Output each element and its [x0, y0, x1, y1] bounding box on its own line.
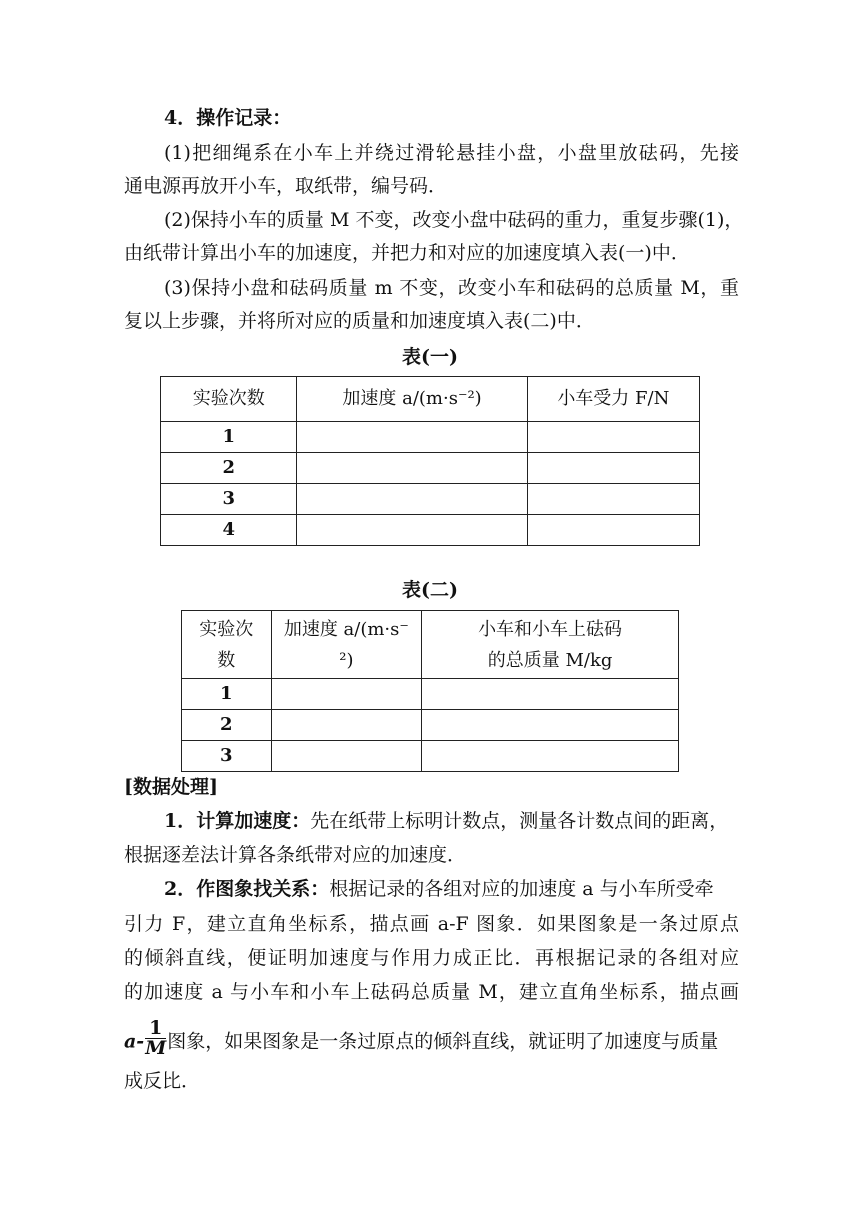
table1-header-accel: 加速度 a/(m·s⁻²): [297, 377, 527, 422]
item2-line6: 成反比．: [124, 1070, 201, 1092]
item2-line3: 的倾斜直线，便证明加速度与作用力成正比．再根据记录的各组对应: [124, 947, 739, 969]
table2-row-num: 1: [182, 679, 272, 710]
table1-row-num: 3: [161, 484, 297, 515]
table2-row-num: 2: [182, 710, 272, 741]
item2-line4: 的加速度 a 与小车和小车上砝码总质量 M，建立直角坐标系，描点画: [124, 981, 739, 1003]
table2-header-mass: 小车和小车上砝码 的总质量 M/kg: [422, 611, 679, 679]
fraction-prefix: a-: [124, 1030, 145, 1053]
table1-row-num: 1: [161, 422, 297, 453]
fraction: $\frac{1}{M}$: [145, 1017, 167, 1059]
step3-line1: (3)保持小盘和砝码质量 m 不变，改变小车和砝码的总质量 M，重: [164, 277, 739, 299]
item1-line1: 1．计算加速度：先在纸带上标明计数点，测量各计数点间的距离，: [164, 810, 729, 832]
table1-caption: 表(一): [402, 346, 458, 368]
step1-line1: (1)把细绳系在小车上并绕过滑轮悬挂小盘，小盘里放砝码，先接: [164, 142, 739, 164]
table2-header-trial: 实验次 数: [182, 611, 272, 679]
section-heading: 4．操作记录：: [164, 107, 292, 129]
step3-line2: 复以上步骤，并将所对应的质量和加速度填入表(二)中．: [124, 310, 595, 332]
table2: [181, 610, 679, 772]
item1-line2: 根据逐差法计算各条纸带对应的加速度．: [124, 844, 467, 866]
item2-line5: a- $\frac{1}{M}$ 图象，如果图象是一条过原点的倾斜直线，就证明了加速度与质量: [124, 1017, 719, 1059]
table1: [160, 376, 700, 546]
step2-line2: 由纸带计算出小车的加速度，并把力和对应的加速度填入表(一)中．: [124, 242, 690, 264]
item2-line2: 引力 F，建立直角坐标系，描点画 a-F 图象．如果图象是一条过原点: [124, 913, 739, 935]
step2-line1: (2)保持小车的质量 M 不变，改变小盘中砝码的重力，重复步骤(1)，: [164, 209, 744, 231]
table1-row-num: 2: [161, 453, 297, 484]
data-processing-heading: [数据处理]: [124, 776, 218, 798]
table2-header-accel: 加速度 a/(m·s⁻ ²): [271, 611, 422, 679]
table2-caption: 表(二): [402, 579, 458, 601]
table1-header-force: 小车受力 F/N: [527, 377, 699, 422]
table2-row-num: 3: [182, 741, 272, 772]
step1-line2: 通电源再放开小车，取纸带，编号码．: [124, 175, 448, 197]
item2-line1: 2．作图象找关系：根据记录的各组对应的加速度 a 与小车所受牵: [164, 878, 714, 900]
table1-header-trial: 实验次数: [161, 377, 297, 422]
table1-row-num: 4: [161, 515, 297, 546]
